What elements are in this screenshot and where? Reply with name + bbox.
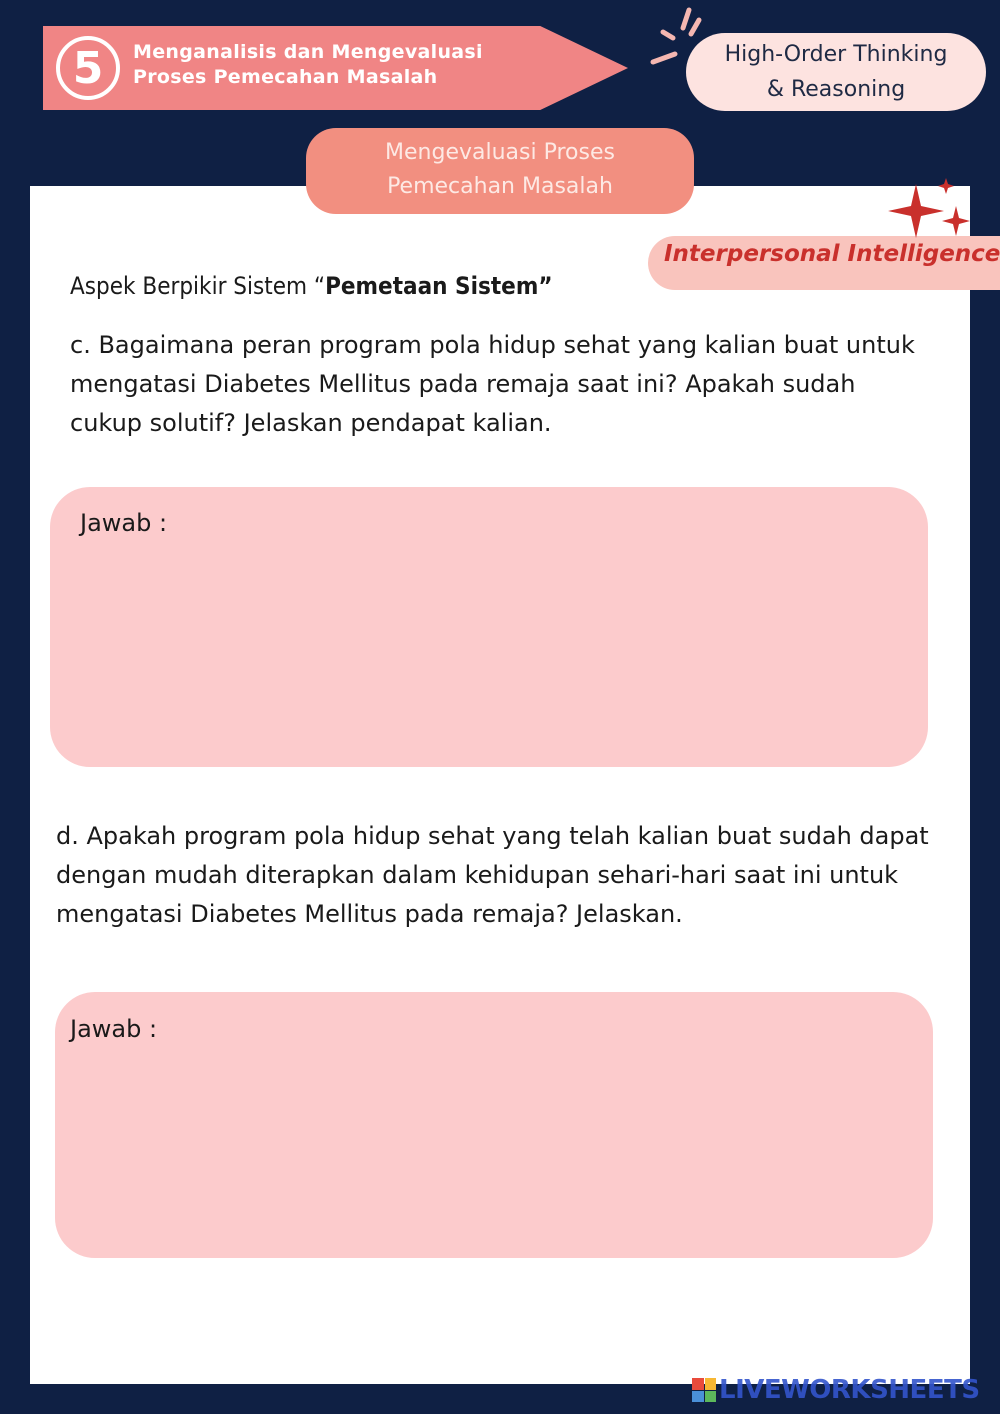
question-d: d. Apakah program pola hidup sehat yang telah kalian buat sudah dapat dengan mudah diterapkan dalam kehidupan sehari-hari saat ini untuk mengatasi Diabetes Mellitus pada remaja? Jelaskan. bbox=[56, 822, 929, 928]
section-title-line1: Menganalisis dan Mengevaluasi bbox=[133, 41, 483, 63]
answer-input-d[interactable] bbox=[70, 1056, 910, 1241]
hot-badge-line2: & Reasoning bbox=[766, 77, 906, 102]
answer-label-c: Jawab : bbox=[80, 509, 168, 537]
section-title bbox=[133, 40, 553, 90]
answer-input-c[interactable] bbox=[80, 550, 900, 750]
aspect-bold: Pemetaan Sistem” bbox=[325, 272, 553, 300]
section-number: 5 bbox=[56, 36, 120, 100]
question-c: c. Bagaimana peran program pola hidup sehat yang kalian buat untuk mengatasi Diabetes Mellitus pada remaja saat ini? Apakah sudah cukup solutif? Jelaskan pendapat kalian. bbox=[70, 331, 915, 437]
hot-badge bbox=[686, 33, 986, 111]
aspect-heading bbox=[70, 268, 650, 304]
liveworksheets-logo-text: LIVEWORKSHEETS bbox=[719, 1375, 980, 1405]
liveworksheets-logo[interactable] bbox=[692, 1377, 980, 1403]
subheader-line2: Pemecahan Masalah bbox=[387, 174, 613, 199]
sparkle-stars-icon bbox=[884, 176, 974, 246]
subheader-line1: Mengevaluasi Proses bbox=[385, 140, 615, 165]
hot-badge-line1: High-Order Thinking bbox=[724, 42, 948, 67]
liveworksheets-logo-icon bbox=[692, 1378, 716, 1402]
intelligence-label: Interpersonal Intelligence bbox=[664, 241, 1000, 267]
answer-label-d: Jawab : bbox=[70, 1015, 158, 1043]
subheader-pill bbox=[306, 128, 694, 214]
aspect-prefix: Aspek Berpikir Sistem “ bbox=[70, 272, 326, 300]
section-title-line2: Proses Pemecahan Masalah bbox=[133, 66, 438, 88]
